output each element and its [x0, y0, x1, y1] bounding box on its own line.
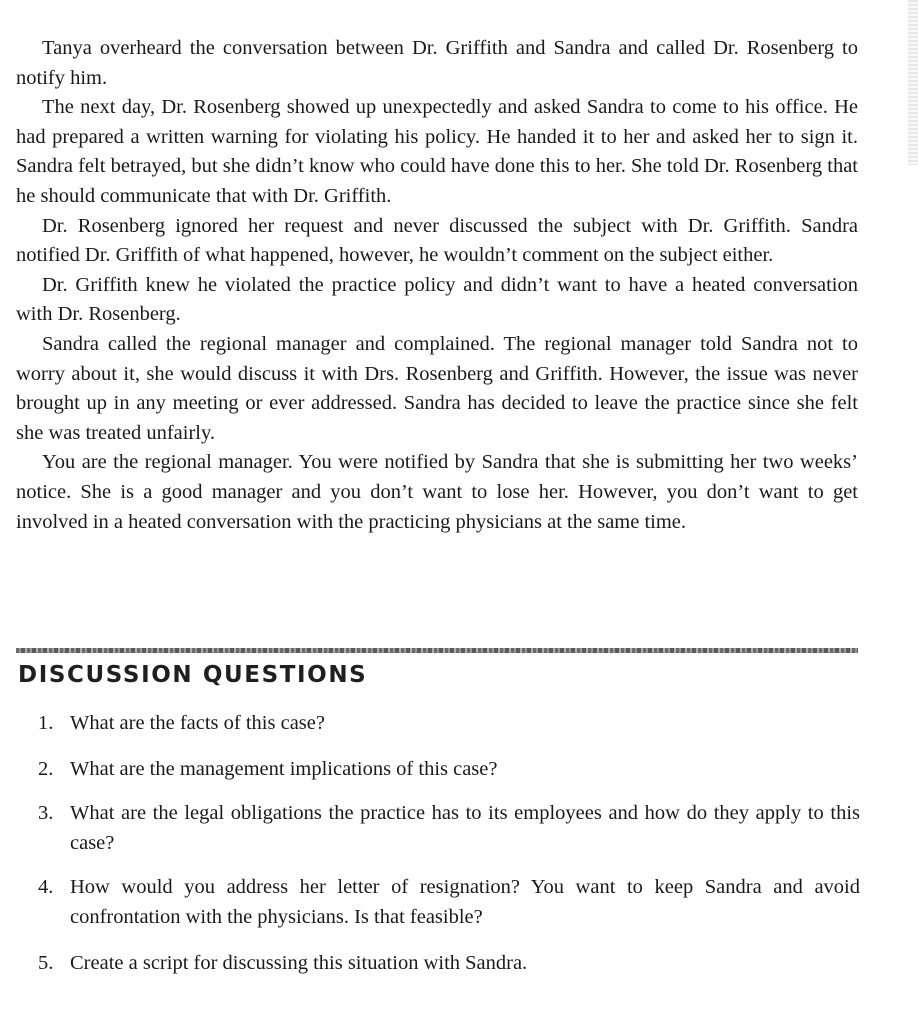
discussion-heading: DISCUSSION QUESTIONS	[18, 662, 368, 688]
question-number: 4.	[38, 876, 54, 898]
question-item-3	[38, 799, 860, 858]
question-number: 5.	[38, 952, 54, 974]
question-item-2	[38, 755, 860, 785]
paragraph-4: Dr. Griffith knew he violated the practice policy and didn’t want to have a heated conversation with Dr. Rosenberg.	[16, 273, 858, 326]
question-text: What are the management implications of this case?	[70, 758, 498, 780]
section-divider	[16, 648, 858, 653]
question-text: How would you address her letter of resignation? You want to keep Sandra and avoid confrontation with the physicians. Is that feasible?	[70, 876, 860, 928]
paragraph-5: Sandra called the regional manager and complained. The regional manager told Sandra not to worry about it, she would discuss it with Drs. Rosenberg and Griffith. However, the issue was never brought up in any meeting or ever addressed. Sandra has decided to leave the practice since she felt she was treated unfairly.	[16, 332, 858, 444]
question-item-4	[38, 873, 860, 932]
question-item-5	[38, 949, 860, 979]
question-number: 2.	[38, 758, 54, 780]
question-text: What are the legal obligations the practice has to its employees and how do they apply to this case?	[70, 802, 860, 854]
paragraph-1: Tanya overheard the conversation between Dr. Griffith and Sandra and called Dr. Rosenberg to notify him.	[16, 37, 858, 89]
paragraph-2: The next day, Dr. Rosenberg showed up unexpectedly and asked Sandra to come to his office. He had prepared a written warning for violating his policy. He handed it to her and asked her to sign it. Sandra felt betrayed, but she didn’t know who could have done this to her. She told Dr. Rosenberg that he should communicate that with Dr. Griffith.	[16, 96, 858, 207]
paragraph-6: You are the regional manager. You were notified by Sandra that she is submitting her two weeks’ notice. She is a good manager and you don’t want to lose her. However, you don’t want to get involved in a heated conversation with the practicing physicians at the same time.	[16, 451, 858, 533]
question-item-1	[38, 709, 860, 739]
question-number: 1.	[38, 712, 54, 734]
case-text	[16, 34, 858, 537]
question-text: What are the facts of this case?	[70, 712, 325, 734]
paragraph-3: Dr. Rosenberg ignored her request and never discussed the subject with Dr. Griffith. Sandra notified Dr. Griffith of what happened, however, he wouldn’t comment on the subject either.	[16, 214, 858, 267]
scan-edge-artifact	[908, 0, 918, 165]
question-number: 3.	[38, 802, 54, 824]
question-text: Create a script for discussing this situation with Sandra.	[70, 952, 528, 974]
